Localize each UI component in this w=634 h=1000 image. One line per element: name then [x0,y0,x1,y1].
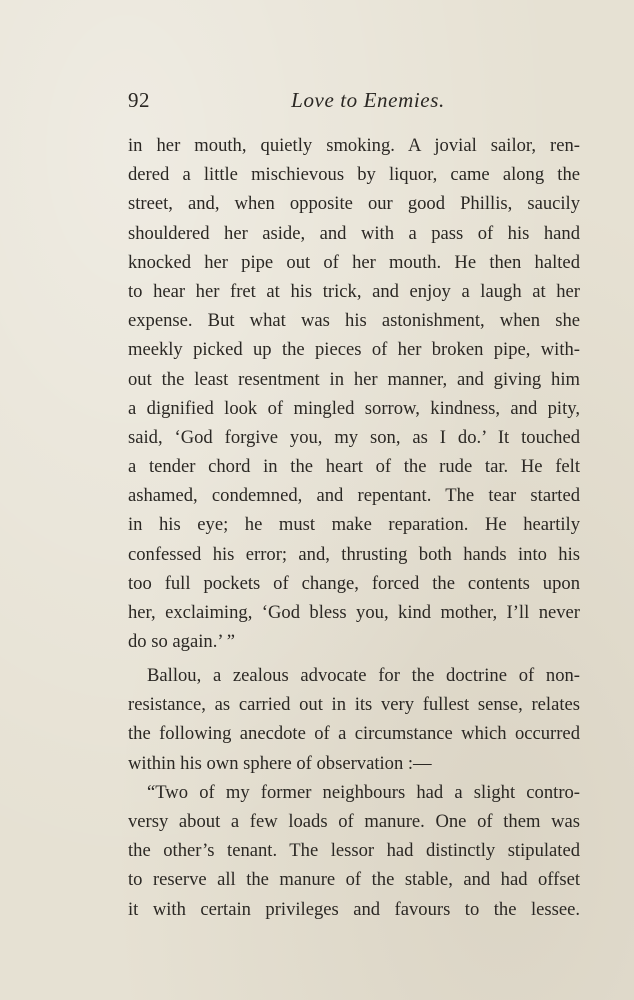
text-line: Ballou, a zealous advocate for the doctrine of non- [147,665,580,686]
text-line: her, exclaiming, ‘God bless you, kind mother, I’ll never [128,602,580,623]
text-line: shouldered her aside, and with a pass of his hand [128,222,580,244]
page-number: 92 [128,88,150,112]
text-line: street, and, when opposite our good Phillis, saucily [128,193,580,215]
text-line: resistance, as carried out in its very fullest sense, relates [128,694,580,716]
text-line: the following anecdote of a circumstance which occurred [128,723,580,745]
text-line: dered a little mischievous by liquor, came along the [128,164,580,186]
text-line: do so again.’ ” [128,631,236,653]
paragraph-continued [128,131,580,656]
running-title: Love to Enemies. [291,88,445,112]
text-line: meekly picked up the pieces of her broken pipe, with- [128,339,580,361]
text-line: a tender chord in the heart of the rude tar. He felt [128,456,580,478]
text-line: in his eye; he must make reparation. He heartily [128,514,580,536]
text-line: confessed his error; and, thrusting both hands into his [128,543,580,565]
text-line: knocked her pipe out of her mouth. He then halted [128,251,580,273]
text-line: versy about a few loads of manure. One of them was [128,810,580,832]
text-line: to reserve all the manure of the stable, and had offset [128,869,580,891]
paragraph-ballou [128,661,580,924]
text-line: in her mouth, quietly smoking. A jovial sailor, ren- [128,135,580,156]
text-line: ashamed, condemned, and repentant. The tear started [128,485,580,507]
text-line: out the least resentment in her manner, and giving him [128,368,580,390]
text-line: a dignified look of mingled sorrow, kindness, and pity, [128,397,580,419]
text-line: the other’s tenant. The lessor had distinctly stipulated [128,840,580,862]
text-line: within his own sphere of observation :— [128,752,432,774]
running-head [128,88,580,118]
text-line: to hear her fret at his trick, and enjoy a laugh at her [128,280,580,302]
text-line: “Two of my former neighbours had a slight contro- [147,781,580,803]
text-line: it with certain privileges and favours to the lessee. [128,898,580,920]
text-line: expense. But what was his astonishment, when she [128,310,580,332]
text-line: said, ‘God forgive you, my son, as I do.’ It touched [128,426,580,448]
text-line: too full pockets of change, forced the contents upon [128,572,580,594]
